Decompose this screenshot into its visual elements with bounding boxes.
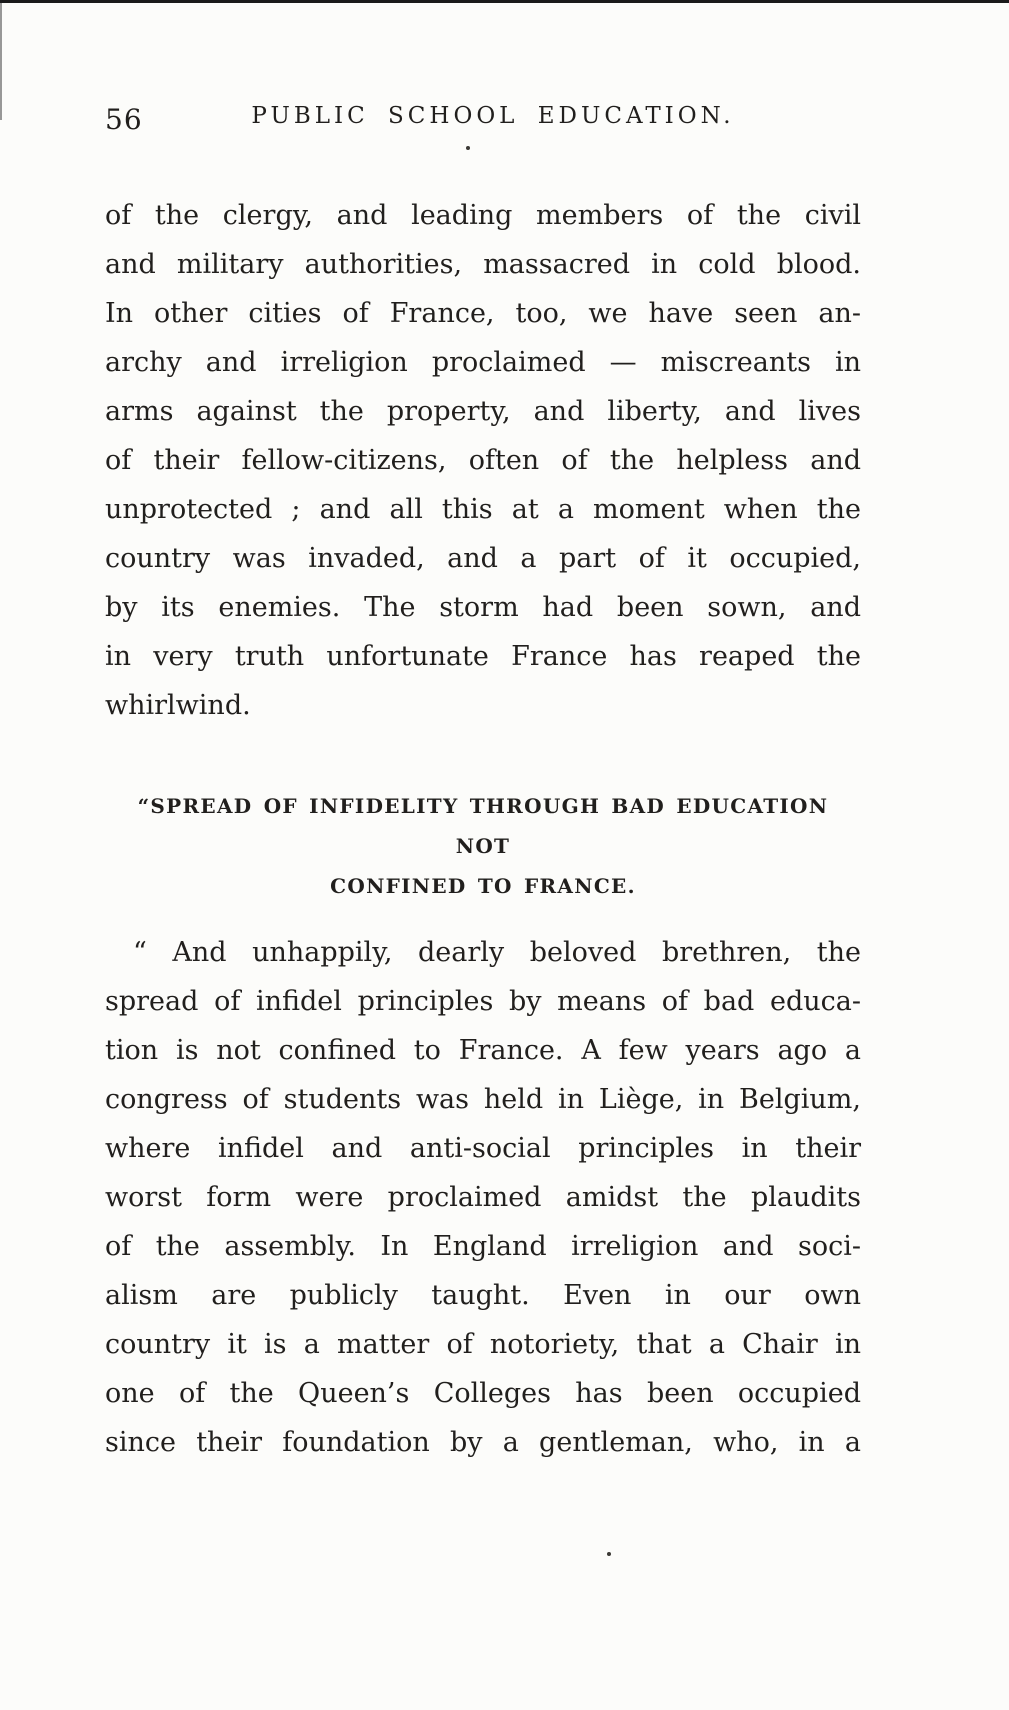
text-line: country was invaded, and a part of it occupied,: [105, 543, 861, 574]
text-line: arms against the property, and liberty, and lives: [105, 396, 861, 427]
text-line: where infidel and anti-social principles in their: [105, 1133, 861, 1164]
page-number: 56: [105, 103, 143, 136]
section-heading-line: “SPREAD OF INFIDELITY THROUGH BAD EDUCATION NOT: [137, 794, 829, 858]
text-line: “ And unhappily, dearly beloved brethren, the: [133, 937, 861, 968]
text-line: in very truth unfortunate France has reaped the: [105, 641, 861, 672]
text-line: one of the Queen’s Colleges has been occupied: [105, 1378, 861, 1409]
page-header: [105, 103, 861, 139]
section-heading-line: CONFINED TO FRANCE.: [330, 874, 636, 898]
text-line: alism are publicly taught. Even in our own: [105, 1280, 861, 1311]
running-head: PUBLIC SCHOOL EDUCATION.: [251, 103, 735, 129]
text-line: by its enemies. The storm had been sown, and: [105, 592, 861, 623]
text-line: whirlwind.: [105, 690, 251, 721]
text-line: unprotected ; and all this at a moment when the: [105, 494, 861, 525]
paragraph-2: [105, 928, 861, 1467]
text-line: of the clergy, and leading members of the civil: [105, 200, 861, 231]
text-line: country it is a matter of notoriety, that a Chair in: [105, 1329, 861, 1360]
text-line: archy and irreligion proclaimed — miscreants in: [105, 347, 861, 378]
text-line: spread of infidel principles by means of bad educa-: [105, 986, 861, 1017]
text-line: of their fellow-citizens, often of the helpless and: [105, 445, 861, 476]
section-heading: [105, 786, 861, 906]
paragraph-1: [105, 191, 861, 730]
text-line: and military authorities, massacred in cold blood.: [105, 249, 861, 280]
text-line: worst form were proclaimed amidst the plaudits: [105, 1182, 861, 1213]
text-line: congress of students was held in Liège, in Belgium,: [105, 1084, 861, 1115]
text-line: In other cities of France, too, we have seen an-: [105, 298, 861, 329]
text-line: since their foundation by a gentleman, who, in a: [105, 1427, 861, 1458]
text-line: of the assembly. In England irreligion and soci-: [105, 1231, 861, 1262]
text-line: tion is not confined to France. A few years ago a: [105, 1035, 861, 1066]
